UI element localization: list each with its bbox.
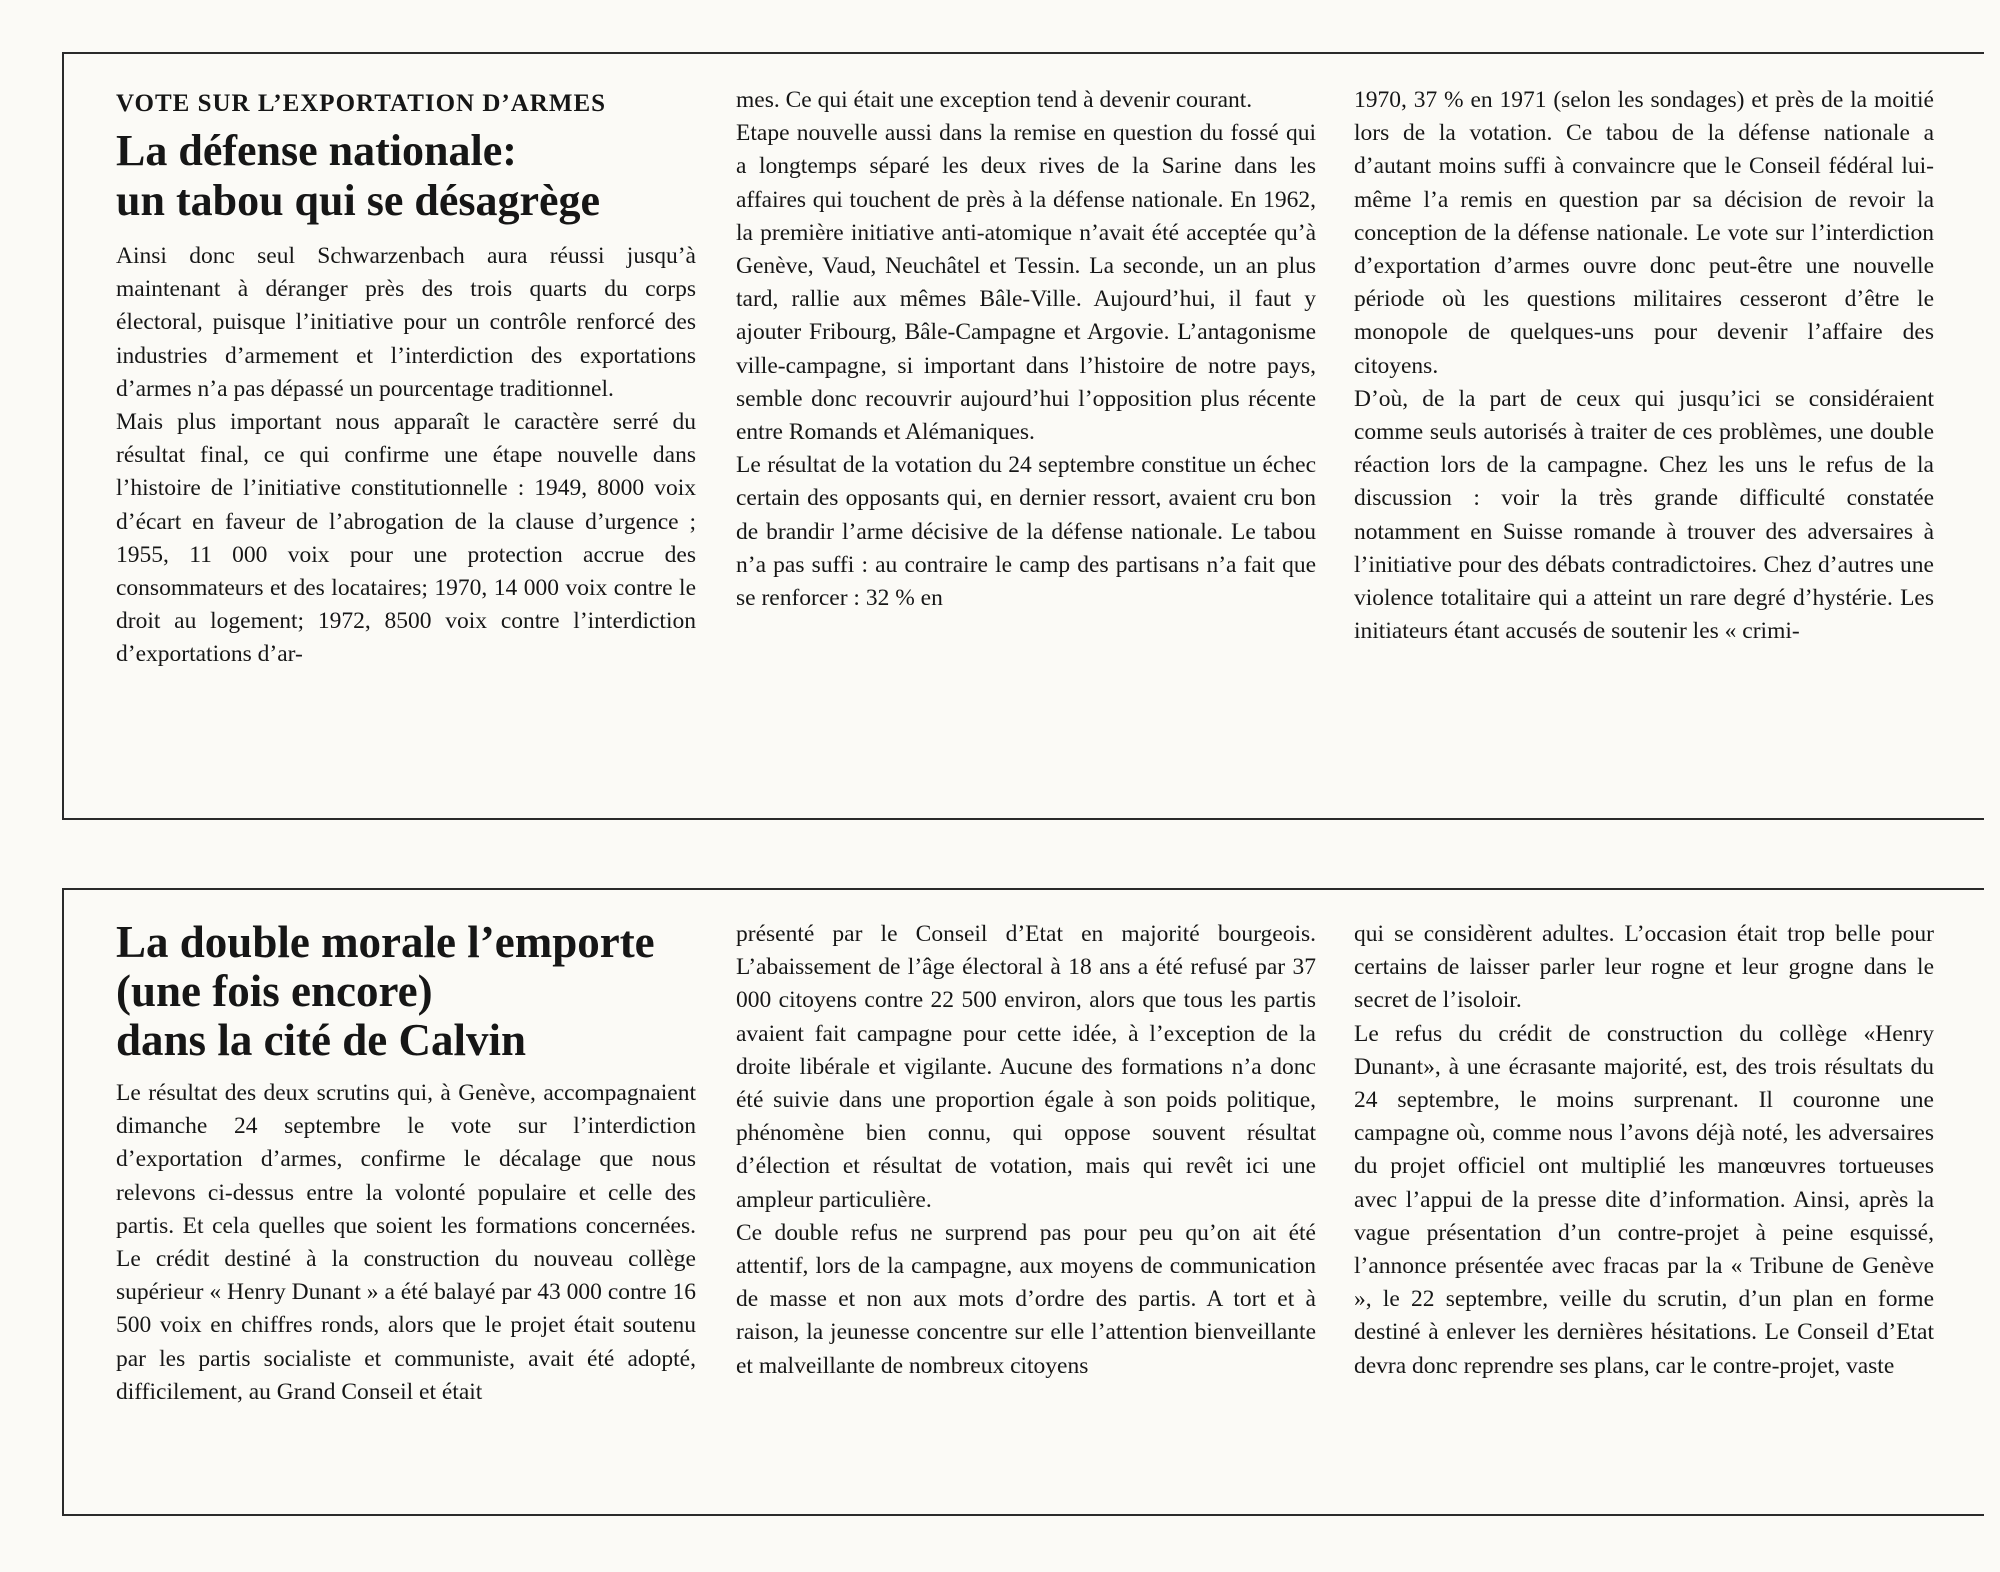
article1-headline: La défense nationale: un tabou qui se désagrège	[116, 126, 601, 225]
article2-paragraph: Le refus du crédit de construction du collège «Henry Dunant», à une écrasante majorité, est, des trois résultats du 24 septembre, le moins surprenant. Il couronne une campagne où, comme nous l’avons déjà noté, les adversaires du projet officiel ont multiplié les manœuvres tortueuses avec l’appui de la presse dite d’information. Ainsi, après la vague présentation d’un contre-projet à peine esquissé, l’annonce présentée avec fracas par la « Tribune de Genève », le 22 septembre, veille du scrutin, d’un plan en forme destiné à enlever les dernières hésitations. Le Conseil d’Etat devra donc reprendre ses plans, car le contre-projet, vaste	[1354, 1020, 1934, 1379]
article1-paragraph: 1970, 37 % en 1971 (selon les sondages) et près de la moitié lors de la votation. Ce tabou de la défense nationale a d’autant moins suffi à convaincre que le Conseil fédéral lui-même l’a remis en question par sa décision de revoir la conception de la défense nationale. Le vote sur l’interdiction d’exportation d’armes ouvre donc peut-être une nouvelle période où les questions militaires cesseront d’être le monopole de quelques-uns pour devenir l’affaire des citoyens.	[1354, 87, 1934, 379]
article1-paragraph: Le résultat de la votation du 24 septembre constitue un échec certain des opposants qui, en dernier ressort, avaient cru bon de brandir l’arme décisive de la défense nationale. Le tabou n’a pas suffi : au contraire le camp des partisans n’a fait que se renforcer : 32 % en	[736, 452, 1316, 612]
article2-paragraph: Le résultat des deux scrutins qui, à Genève, accompagnaient dimanche 24 septembre le vote sur l’interdiction d’exportation d’armes, confirme le décalage que nous relevons ci-dessus entre la volonté populaire et celle des partis. Et cela quelles que soient les formations concernées. Le crédit destiné à la construction du nouveau collège supérieur « Henry Dunant » a été balayé par 43 000 contre 16 500 voix en chiffres ronds, alors que le projet était soutenu par les partis socialiste et communiste, avait été adopté, difficilement, au Grand Conseil et était	[116, 1080, 696, 1405]
article2-column-3	[1354, 918, 1934, 1383]
article2-column-2	[736, 918, 1316, 1383]
article2-paragraph: Ce double refus ne surprend pas pour peu qu’on ait été attentif, lors de la campagne, aux moyens de communication de masse et non aux mots d’ordre des partis. A tort et à raison, la jeunesse concentre sur elle l’attention bienveillante et malveillante de nombreux citoyens	[736, 1219, 1316, 1379]
article1-paragraph: Etape nouvelle aussi dans la remise en question du fossé qui a longtemps séparé les deux rives de la Sarine dans les affaires qui touchent de près à la défense nationale. En 1962, la première initiative anti-atomique n’avait été acceptée qu’à Genève, Vaud, Neuchâtel et Tessin. La seconde, un an plus tard, rallie aux mêmes Bâle-Ville. Aujourd’hui, il faut y ajouter Fribourg, Bâle-Campagne et Argovie. L’antagonisme ville-campagne, si important dans l’histoire de notre pays, semble donc recouvrir aujourd’hui l’opposition plus récente entre Romands et Alémaniques.	[736, 120, 1316, 446]
article-arms-export	[62, 52, 1984, 820]
article1-paragraph: Mais plus important nous apparaît le caractère serré du résultat final, ce qui confirme une étape nouvelle dans l’histoire de l’initiative constitutionnelle : 1949, 8000 voix d’écart en faveur de l’abrogation de la clause d’urgence ; 1955, 11 000 voix pour une protection accrue des consommateurs et des locataires; 1970, 14 000 voix contre le droit au logement; 1972, 8500 voix contre l’interdiction d’exportations d’ar-	[116, 409, 696, 668]
article1-paragraph: Ainsi donc seul Schwarzenbach aura réussi jusqu’à maintenant à déranger près des trois quarts du corps électoral, puisque l’initiative pour un contrôle renforcé des industries d’armement et l’interdiction des exportations d’armes n’a pas dépassé un pourcentage traditionnel.	[116, 243, 696, 402]
article1-kicker: VOTE SUR L’EXPORTATION D’ARMES	[116, 90, 607, 117]
article1-column-1	[116, 84, 696, 672]
article2-paragraph: qui se considèrent adultes. L’occasion était trop belle pour certains de laisser parler leur rogne et leur grogne dans le secret de l’isoloir.	[1354, 921, 1934, 1014]
article1-paragraph: D’où, de la part de ceux qui jusqu’ici se considéraient comme seuls autorisés à traiter de ces problèmes, une double réaction lors de la campagne. Chez les uns le refus de la discussion : voir la très grande difficulté constatée notamment en Suisse romande à trouver des adversaires à l’initiative pour des débats contradictoires. Chez d’autres une violence totalitaire qui a atteint un rare degré d’hystérie. Les initiateurs étant accusés de soutenir les « crimi-	[1354, 385, 1934, 645]
article-double-morale	[62, 888, 1984, 1516]
article1-paragraph: mes. Ce qui était une exception tend à devenir courant.	[736, 87, 1253, 113]
article1-column-2	[736, 84, 1316, 615]
article2-headline: La double morale l’emporte (une fois encore) dans la cité de Calvin	[116, 917, 655, 1065]
article1-column-3	[1354, 84, 1934, 648]
article2-column-1	[116, 918, 696, 1409]
article2-paragraph: présenté par le Conseil d’Etat en majorité bourgeois. L’abaissement de l’âge électoral à 18 ans a été refusé par 37 000 citoyens contre 22 500 environ, alors que tous les partis avaient fait campagne pour cette idée, à l’exception de la droite libérale et vigilante. Aucune des formations n’a donc été suivie dans une proportion égale à son poids politique, phénomène bien connu, qui oppose souvent résultat d’élection et résultat de votation, mais qui revêt ici une ampleur particulière.	[736, 921, 1316, 1213]
